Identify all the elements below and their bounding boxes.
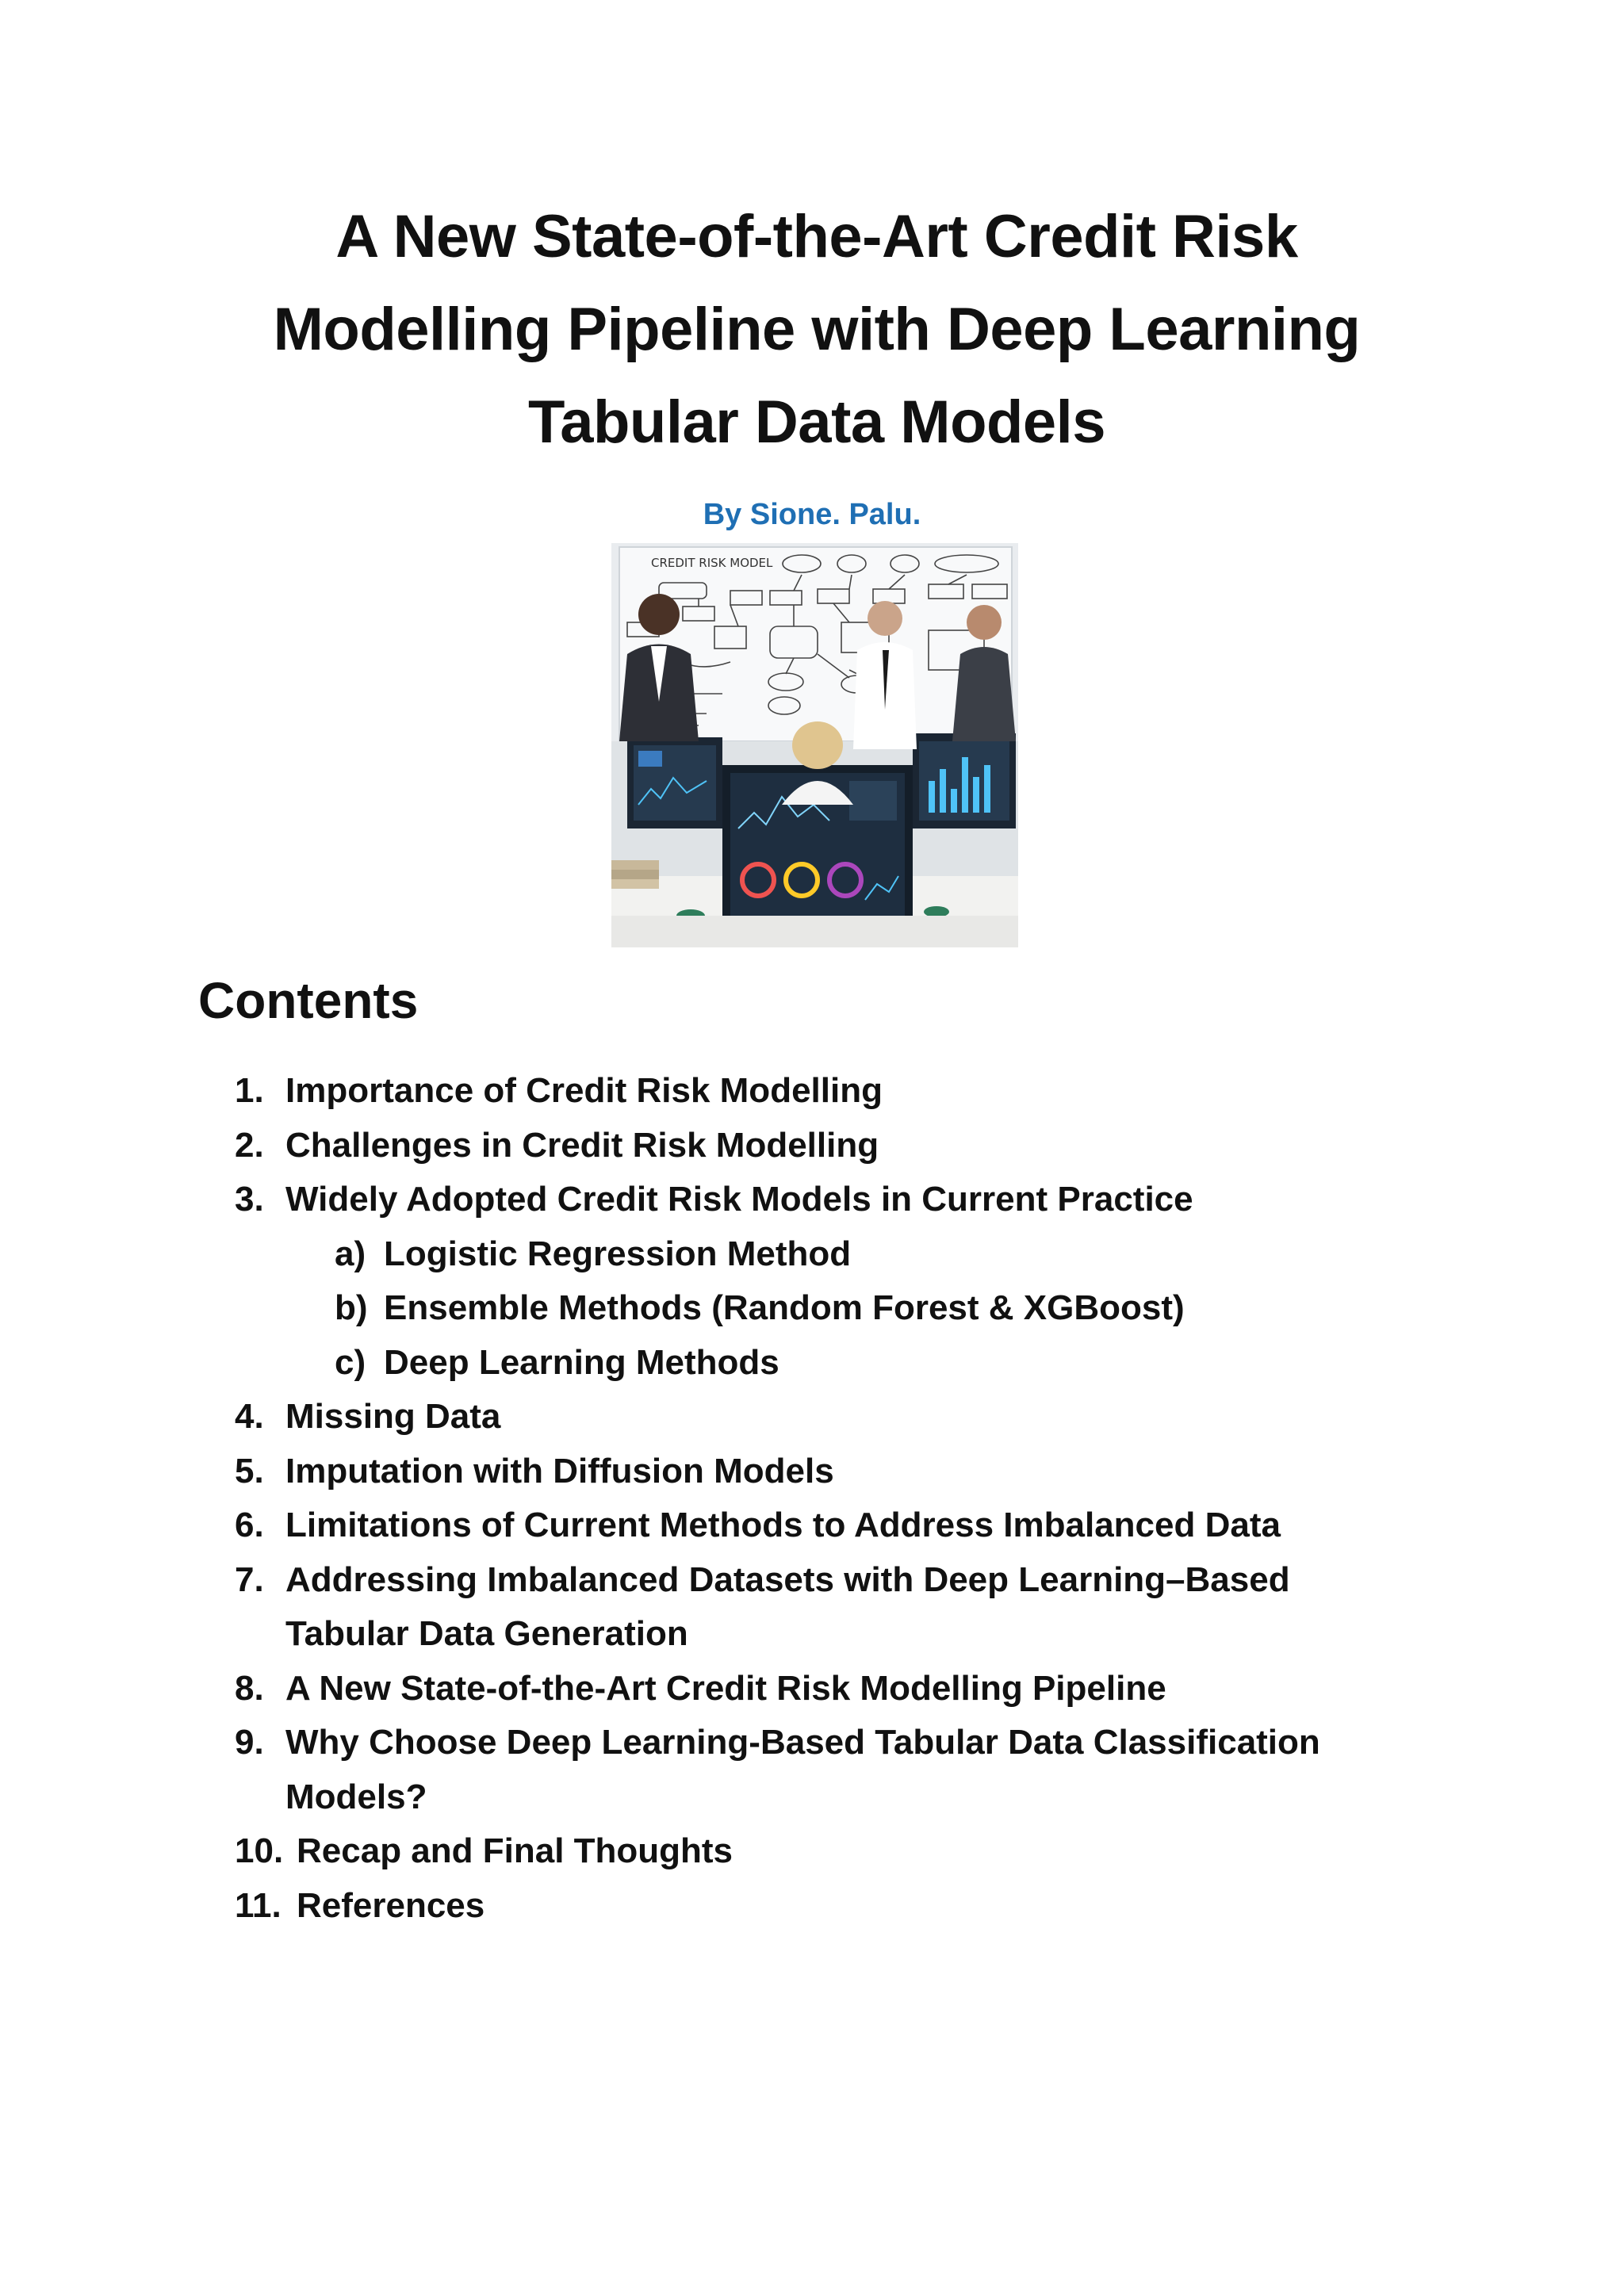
toc-item[interactable] [0, 1445, 1624, 1499]
toc-number: 1. [235, 1071, 264, 1110]
toc-item[interactable] [0, 1173, 1624, 1227]
toc-item[interactable] [0, 1119, 1624, 1173]
toc-text: Logistic Regression Method [384, 1234, 852, 1273]
contents-heading: Contents [198, 972, 419, 1029]
toc-text: References [297, 1885, 485, 1925]
table-of-contents [0, 1064, 1624, 1933]
toc-item[interactable] [0, 1390, 1624, 1445]
toc-subitem[interactable] [0, 1281, 1624, 1336]
toc-text: Missing Data [285, 1397, 501, 1436]
toc-item[interactable] [0, 1824, 1624, 1879]
toc-number: a) [335, 1234, 366, 1273]
toc-number: 6. [235, 1506, 264, 1544]
toc-text: Limitations of Current Methods to Address Imbalanced Data [285, 1506, 1281, 1544]
toc-item[interactable] [0, 1553, 1624, 1662]
toc-item[interactable] [0, 1879, 1624, 1934]
title-line: Modelling Pipeline with Deep Learning [273, 296, 1361, 363]
toc-number: c) [335, 1342, 366, 1382]
toc-text: Ensemble Methods (Random Forest & XGBoost) [384, 1288, 1185, 1327]
toc-subitem[interactable] [0, 1336, 1624, 1391]
title-line: Tabular Data Models [527, 388, 1106, 456]
toc-text: Challenges in Credit Risk Modelling [285, 1125, 879, 1165]
toc-text: Recap and Final Thoughts [297, 1831, 733, 1870]
toc-number: 11. [235, 1885, 282, 1925]
title-line: A New State-of-the-Art Credit Risk [335, 203, 1298, 270]
toc-item[interactable] [0, 1498, 1624, 1553]
toc-number: 10. [235, 1831, 284, 1870]
toc-number: b) [335, 1288, 368, 1327]
toc-subitem[interactable] [0, 1227, 1624, 1282]
toc-text: Widely Adopted Credit Risk Models in Current Practice [285, 1180, 1193, 1219]
monitor-right [913, 733, 1016, 828]
whiteboard-heading: CREDIT RISK MODEL [651, 556, 773, 570]
toc-number: 7. [235, 1559, 264, 1599]
toc-item[interactable] [0, 1716, 1624, 1824]
toc-number: 4. [235, 1397, 264, 1436]
toc-number: 9. [235, 1723, 264, 1762]
toc-number: 5. [235, 1451, 264, 1490]
author-byline: By Sione. Palu. [703, 498, 921, 531]
monitor-left [627, 737, 722, 828]
toc-text: Importance of Credit Risk Modelling [285, 1071, 883, 1110]
toc-number: 2. [235, 1125, 264, 1165]
toc-number: 8. [235, 1668, 264, 1708]
toc-text: Deep Learning Methods [384, 1342, 779, 1382]
toc-text: Addressing Imbalanced Datasets with Deep Learning–Based Tabular Data Generation [285, 1559, 1290, 1653]
document-title [198, 190, 1435, 469]
toc-text: A New State-of-the-Art Credit Risk Modelling Pipeline [285, 1668, 1166, 1708]
toc-text: Why Choose Deep Learning-Based Tabular Data Classification Models? [285, 1723, 1320, 1816]
toc-number: 3. [235, 1180, 264, 1219]
toc-item[interactable] [0, 1064, 1624, 1119]
toc-text: Imputation with Diffusion Models [285, 1451, 834, 1490]
hero-image [611, 543, 1018, 947]
toc-item[interactable] [0, 1662, 1624, 1716]
